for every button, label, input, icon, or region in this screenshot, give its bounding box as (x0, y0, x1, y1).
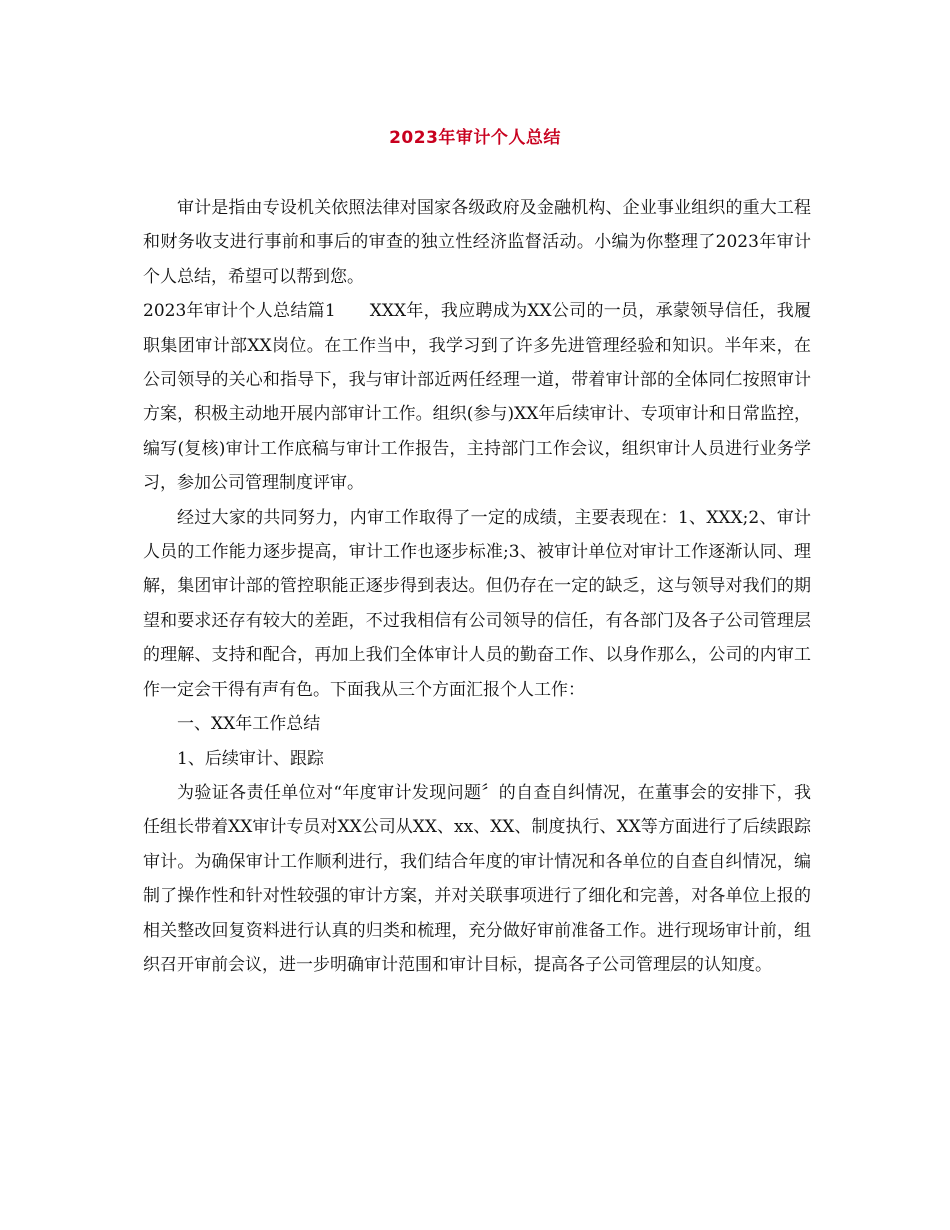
followup-paragraph: 为验证各责任单位对“年度审计发现问题〞的自查自纠情况，在董事会的安排下，我任组长带着XX审计专员对XX公司从XX、xx、XX、制度执行、XX等方面进行了后续跟踪审计。为确保审计工作顺利进行，我们结合年度的审计情况和各单位的自查自纠情况，编制了操作性和针对性较强的审计方案，并对关联事项进行了细化和完善，对各单位上报的相关整改回复资料进行认真的归类和梳理，充分做好审前准备工作。进行现场审计前，组织召开审前会议，进一步明确审计范围和审计目标，提高各子公司管理层的认知度。 (143, 782, 811, 975)
achievements-paragraph: 经过大家的共同努力，内审工作取得了一定的成绩，主要表现在：1、XXX;2、审计人员的工作能力逐步提高，审计工作也逐步标准;3、被审计单位对审计工作逐渐认同、理解，集团审计部的管控职能正逐步得到表达。但仍存在一定的缺乏，这与领导对我们的期望和要求还存有较大的差距，不过我相信有公司领导的信任，有各部门及各子公司管理层的理解、支持和配合，再加上我们全体审计人员的勤奋工作、以身作那么，公司的内审工作一定会干得有声有色。下面我从三个方面汇报个人工作： (143, 507, 811, 700)
heading-work-summary: 一、XX年工作总结 (177, 714, 321, 735)
document-body (143, 191, 811, 982)
section-label: 2023年审计个人总结篇1 (143, 301, 336, 322)
document-title: 2023年审计个人总结 (389, 128, 561, 148)
heading-followup-audit: 1、后续审计、跟踪 (177, 748, 324, 769)
section-paragraph (143, 294, 811, 500)
section-text: XXX年，我应聘成为XX公司的一员，承蒙领导信任，我履职集团审计部XX岗位。在工作当中，我学习到了许多先进管理经验和知识。半年来，在公司领导的关心和指导下，我与审计部近两任经理一道，带着审计部的全体同仁按照审计方案，积极主动地开展内部审计工作。组织(参与)XX年后续审计、专项审计和日常监控，编写(复核)审计工作底稿与审计工作报告，主持部门工作会议，组织审计人员进行业务学习，参加公司管理制度评审。 (143, 301, 811, 494)
intro-paragraph: 审计是指由专设机关依照法律对国家各级政府及金融机构、企业事业组织的重大工程和财务收支进行事前和事后的审查的独立性经济监督活动。小编为你整理了2023年审计个人总结，希望可以帮到您。 (143, 198, 811, 287)
